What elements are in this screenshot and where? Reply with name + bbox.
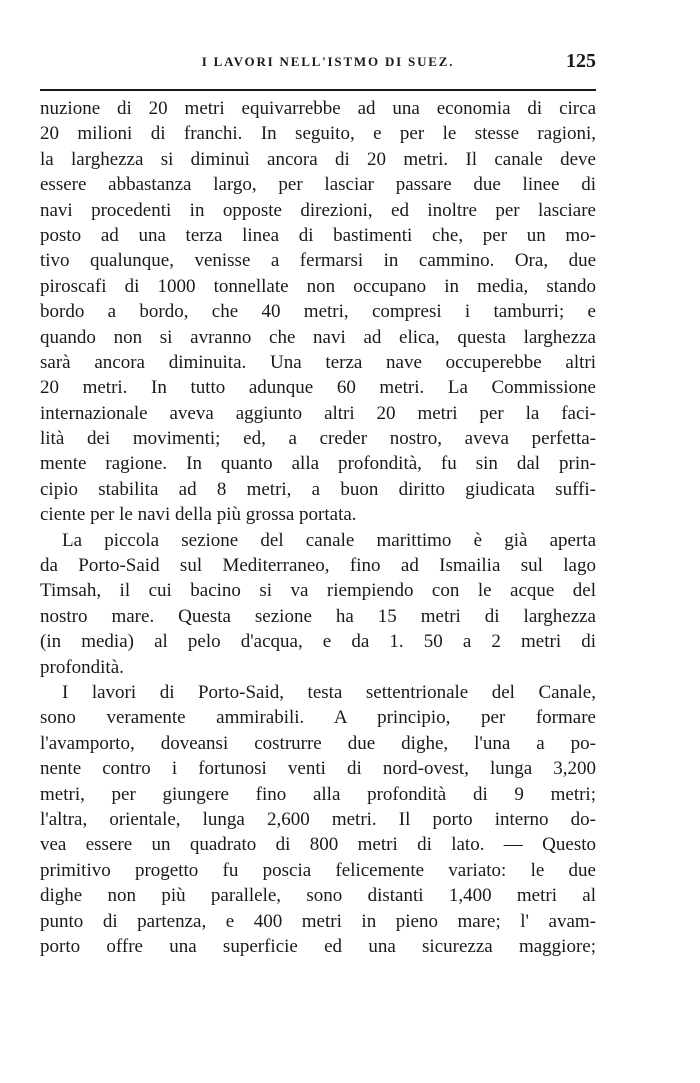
text-line: piroscafi di 1000 tonnellate non occupano in media, stando: [40, 275, 596, 297]
text-line: 20 metri. In tutto adunque 60 metri. La Commissione: [40, 377, 596, 399]
text-line: internazionale aveva aggiunto altri 20 metri per la faci-: [40, 402, 596, 424]
text-line: lità dei movimenti; ed, a creder nostro, aveva perfetta-: [40, 428, 596, 450]
text-line: navi procedenti in opposte direzioni, ed inoltre per lasciare: [40, 199, 596, 221]
text-line: l'avamporto, doveansi costrurre due dighe, l'una a po-: [40, 732, 596, 754]
text-line: nostro mare. Questa sezione ha 15 metri di larghezza: [40, 605, 596, 627]
running-title: I LAVORI NELL'ISTMO DI SUEZ.: [201, 54, 455, 69]
text-line: punto di partenza, e 400 metri in pieno mare; l' avam-: [40, 910, 596, 932]
text-line: porto offre una superficie ed una sicurezza maggiore;: [40, 935, 596, 957]
text-line: vea essere un quadrato di 800 metri di lato. — Questo: [40, 834, 596, 856]
text-line: sono veramente ammirabili. A principio, per formare: [40, 707, 596, 729]
text-line: La piccola sezione del canale marittimo è già aperta: [62, 529, 596, 551]
text-line: Timsah, il cui bacino si va riempiendo con le acque del: [40, 580, 596, 602]
text-line: la larghezza si diminuì ancora di 20 metri. Il canale deve: [40, 148, 596, 170]
text-line: primitivo progetto fu poscia felicemente variato: le due: [40, 859, 596, 881]
text-line: (in media) al pelo d'acqua, e da 1. 50 a 2 metri di: [40, 631, 596, 653]
text-line: tivo qualunque, venisse a fermarsi in cammino. Ora, due: [40, 250, 596, 272]
page-header: [40, 50, 596, 80]
text-line: profondità.: [40, 656, 124, 678]
text-line: da Porto-Said sul Mediterraneo, fino ad Ismailia sul lago: [40, 555, 596, 577]
text-line: nuzione di 20 metri equivarrebbe ad una economia di circa: [40, 98, 596, 119]
text-line: bordo a bordo, che 40 metri, compresi i tamburri; e: [40, 301, 596, 323]
text-line: nente contro i fortunosi venti di nord-ovest, lunga 3,200: [40, 758, 596, 780]
text-line: posto ad una terza linea di bastimenti che, per un mo-: [40, 224, 596, 246]
text-line: cipio stabilita ad 8 metri, a buon diritto giudicata suffi-: [40, 478, 596, 500]
text-line: mente ragione. In quanto alla profondità, fu sin dal prin-: [40, 453, 596, 475]
text-line: sarà ancora diminuita. Una terza nave occuperebbe altri: [40, 351, 596, 373]
header-rule: [40, 89, 596, 91]
text-line: l'altra, orientale, lunga 2,600 metri. Il porto interno do-: [40, 808, 596, 830]
page-number: 125: [566, 50, 596, 72]
text-line: ciente per le navi della più grossa portata.: [40, 504, 357, 526]
body-text: [40, 96, 596, 959]
text-line: 20 milioni di franchi. In seguito, e per le stesse ragioni,: [40, 123, 596, 145]
text-line: metri, per giungere fino alla profondità di 9 metri;: [40, 783, 596, 805]
text-line: essere abbastanza largo, per lasciar passare due linee di: [40, 174, 596, 196]
text-line: dighe non più parallele, sono distanti 1,400 metri al: [40, 885, 596, 907]
text-line: I lavori di Porto-Said, testa settentrionale del Canale,: [62, 681, 596, 703]
text-line: quando non si avranno che navi ad elica, questa larghezza: [40, 326, 596, 348]
